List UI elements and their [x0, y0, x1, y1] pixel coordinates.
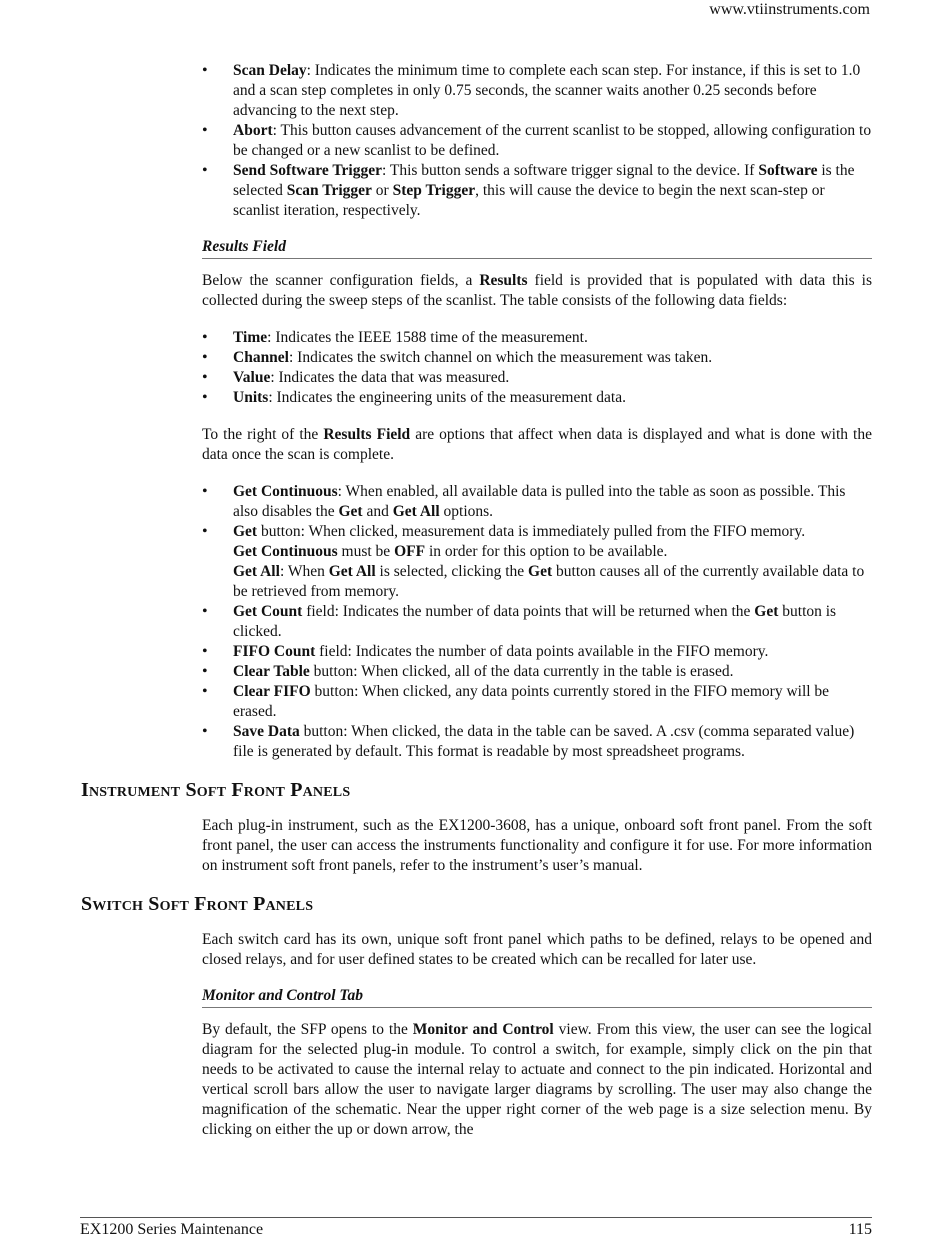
scan-options-list: [202, 61, 872, 221]
bold-term: Get: [754, 603, 779, 620]
switch-sfp-heading: Switch Soft Front Panels: [81, 893, 314, 915]
bold-term: Scan Trigger: [286, 182, 372, 199]
item-text: : Indicates the engineering units of the measurement data.: [268, 389, 626, 406]
bold-term: Monitor and Control: [412, 1021, 554, 1038]
bold-term: Get All: [328, 563, 376, 580]
bold-term: Get: [338, 503, 363, 520]
term-get: Get: [233, 523, 258, 540]
item-text: in order for this option to be available.: [425, 543, 668, 560]
text: field is provided that is populated with data this is collected during the sweep steps of the scanlist. The table consists of the following data fields:: [202, 272, 872, 309]
list-item: [202, 602, 872, 642]
page-content: [81, 61, 872, 1140]
switch-sfp-body: Each switch card has its own, unique soft front panel which paths to be defined, relays to be opened and closed relays, and for user defined states to be created which can be recalled for later use.: [202, 931, 872, 968]
item-text: and: [362, 503, 393, 520]
term-value: Value: [233, 369, 271, 386]
item-text: is the selected: [233, 162, 855, 199]
term-get-continuous: Get Continuous: [233, 483, 338, 500]
bold-term: Get: [528, 563, 553, 580]
item-text: : This button sends a software trigger signal to the device. If: [381, 162, 759, 179]
term-clear-table: Clear Table: [233, 663, 310, 680]
instrument-sfp-heading: Instrument Soft Front Panels: [81, 779, 351, 801]
item-text: must be: [337, 543, 395, 560]
term-units: Units: [233, 389, 269, 406]
item-text: button: When clicked, measurement data is immediately pulled from the FIFO memory.: [257, 523, 806, 540]
page-footer: [80, 1217, 872, 1240]
text: By default, the SFP opens to the: [202, 1021, 413, 1038]
item-text: button: When clicked, the data in the table can be saved. A .csv (comma separated value) file is generated by default. This format is readable by most spreadsheet programs.: [233, 723, 855, 760]
list-item: [202, 368, 872, 388]
options-intro: [202, 425, 872, 465]
list-item: [202, 61, 872, 121]
bold-term: Get All: [392, 503, 440, 520]
term-send-software-trigger: Send Software Trigger: [233, 162, 382, 179]
bold-term: OFF: [394, 543, 426, 560]
list-item: [202, 121, 872, 161]
list-item: [202, 388, 872, 408]
results-field-heading: Results Field: [202, 237, 872, 259]
item-text: is selected, clicking the: [375, 563, 529, 580]
item-text: button is clicked.: [233, 603, 837, 640]
item-text: field: Indicates the number of data points available in the FIFO memory.: [315, 643, 769, 660]
monitor-control-heading: Monitor and Control Tab: [202, 986, 872, 1008]
item-text: : Indicates the IEEE 1588 time of the measurement.: [267, 329, 588, 346]
results-fields-list: [202, 328, 872, 408]
text: are options that affect when data is displayed and what is done with the data once the scan is complete.: [202, 426, 872, 463]
list-item: [202, 482, 872, 522]
text: To the right of the: [202, 426, 324, 443]
bold-term: Get Continuous: [233, 543, 338, 560]
item-text: : When: [279, 563, 329, 580]
list-item: [202, 682, 872, 722]
term-channel: Channel: [233, 349, 289, 366]
results-options-list: [202, 482, 872, 762]
item-text: button causes all of the currently available data to be retrieved from memory.: [233, 563, 865, 600]
list-item: [202, 522, 872, 602]
term-time: Time: [233, 329, 268, 346]
list-item: [202, 161, 872, 221]
bold-term: Step Trigger: [392, 182, 476, 199]
list-item: [202, 348, 872, 368]
item-text: button: When clicked, all of the data currently in the table is erased.: [309, 663, 734, 680]
page-number: 115: [848, 1221, 872, 1238]
item-text: options.: [439, 503, 494, 520]
item-text: button: When clicked, any data points currently stored in the FIFO memory will be erased.: [233, 683, 830, 720]
item-text: : This button causes advancement of the current scanlist to be stopped, allowing configuration to be changed or a new scanlist to be defined.: [233, 122, 872, 159]
footer-title: EX1200 Series Maintenance: [80, 1221, 264, 1238]
item-text: : When enabled, all available data is pulled into the table as soon as possible. This also disables the: [233, 483, 846, 520]
bold-term: Results Field: [323, 426, 411, 443]
term-get-count: Get Count: [233, 603, 303, 620]
get-all-subitem: [233, 562, 872, 602]
bold-term: Software: [758, 162, 818, 179]
item-text: field: Indicates the number of data points that will be returned when the: [302, 603, 755, 620]
item-text: or: [371, 182, 393, 199]
item-text: : Indicates the data that was measured.: [270, 369, 510, 386]
bold-term: Results: [479, 272, 528, 289]
list-item: [202, 328, 872, 348]
term-scan-delay: Scan Delay: [233, 62, 307, 79]
list-item: [202, 722, 872, 762]
header-url: www.vtiinstruments.com: [709, 1, 870, 18]
results-intro: [202, 271, 872, 311]
bold-term: Get All: [233, 563, 280, 580]
text: Below the scanner configuration fields, a: [202, 272, 480, 289]
term-abort: Abort: [233, 122, 273, 139]
instrument-sfp-body: Each plug-in instrument, such as the EX1200-3608, has a unique, onboard soft front panel. From the soft front panel, the user can access the instruments functionality and configure it for use. For more information on instrument soft front panels, refer to the instrument’s user’s manual.: [202, 817, 872, 874]
list-item: [202, 642, 872, 662]
term-clear-fifo: Clear FIFO: [233, 683, 311, 700]
text: view. From this view, the user can see the logical diagram for the selected plug-in module. To control a switch, for example, simply click on the pin that needs to be activated to cause the internal relay to actuate and connect to the pin indicated. Horizontal and vertical scroll bars allow the user to navigate larger diagrams by scrolling. The user may also change the magnification of the schematic. Near the upper right corner of the web page is a size selection menu. By clicking on either the up or down arrow, the: [202, 1021, 872, 1138]
item-text: , this will cause the device to begin the next scan-step or scanlist iteration, respectively.: [233, 182, 825, 219]
term-save-data: Save Data: [233, 723, 300, 740]
term-fifo-count: FIFO Count: [233, 643, 316, 660]
item-text: : Indicates the switch channel on which the measurement was taken.: [289, 349, 713, 366]
item-text: : Indicates the minimum time to complete each scan step. For instance, if this is set to 1.0 and a scan step completes in only 0.75 seconds, the scanner waits another 0.25 seconds before advancing to the next step.: [233, 62, 861, 119]
monitor-control-body: [202, 1020, 872, 1140]
list-item: [202, 662, 872, 682]
